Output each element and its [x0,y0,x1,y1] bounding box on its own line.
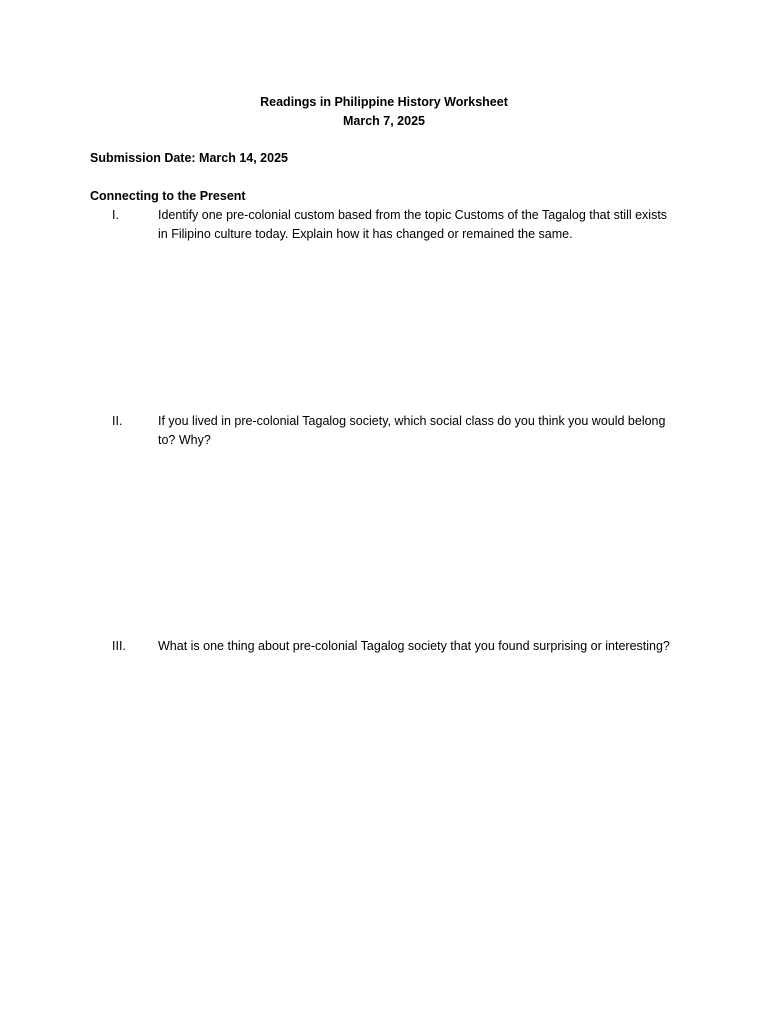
question-1-number: I. [112,208,119,222]
question-3-text: What is one thing about pre-colonial Tagalog society that you found surprising or interesting? [158,639,670,653]
question-2-text: If you lived in pre-colonial Tagalog society, which social class do you think you would belong to? Why? [158,414,666,447]
submission-date: Submission Date: March 14, 2025 [90,151,288,165]
section-heading: Connecting to the Present [90,189,246,203]
question-3-number: III. [112,639,126,653]
worksheet-title: Readings in Philippine History Worksheet [260,95,508,109]
question-2-number: II. [112,414,123,428]
worksheet-date: March 7, 2025 [343,114,425,128]
question-1-text: Identify one pre-colonial custom based from the topic Customs of the Tagalog that still exists in Filipino culture today. Explain how it has changed or remained the same. [158,208,668,241]
